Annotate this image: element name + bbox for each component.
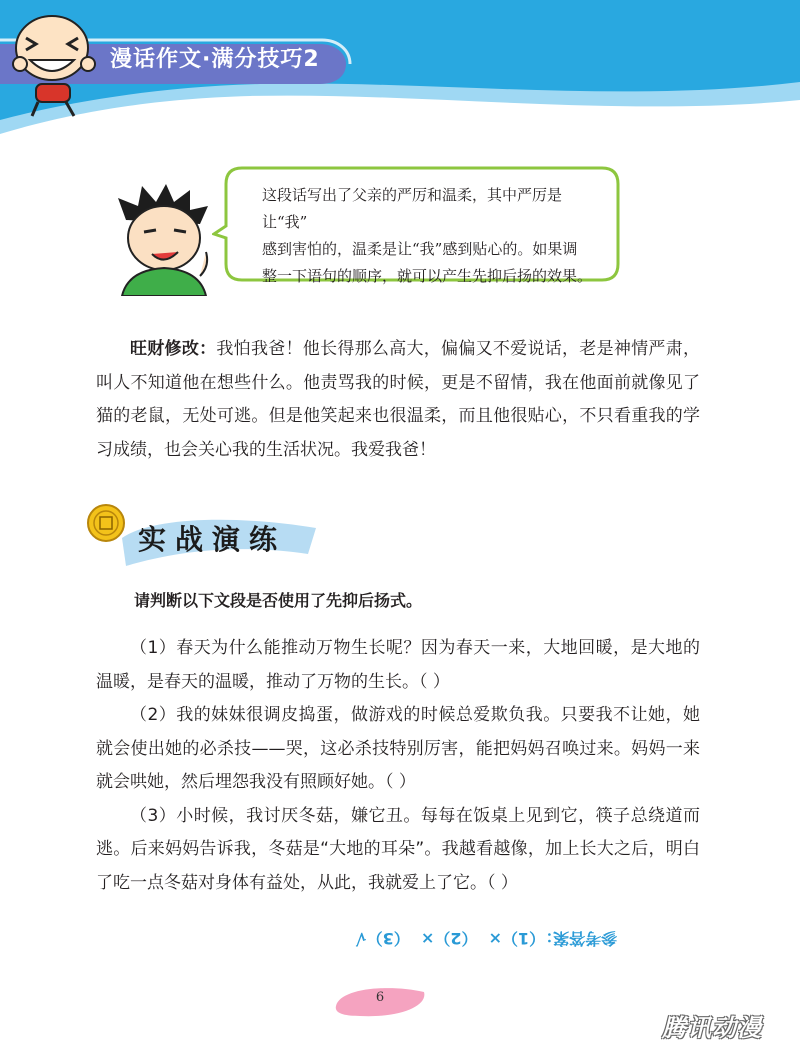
speech-text	[262, 182, 602, 290]
answer-key: 参考答案：（1）× （2）× （3）√	[356, 929, 618, 948]
boy-character-icon	[108, 180, 226, 296]
paragraph-label: 旺财修改：	[130, 339, 217, 359]
page-number: 6	[375, 990, 385, 1005]
instruction: 请判断以下文段是否使用了先抑后扬式。	[134, 591, 423, 610]
exercise-item: （3）小时候，我讨厌冬菇，嫌它丑。每每在饭桌上见到它，筷子总绕道而逃。后来妈妈告诉我，冬菇是“大地的耳朵”。我越看越像，加上长大之后，明白了吃一点冬菇对身体有益处，从此，我就爱上了它。（ ）	[96, 805, 700, 893]
speech-line: 整一下语句的顺序，就可以产生先抑后扬的效果。	[262, 267, 593, 285]
book-title: 漫话作文·满分技巧2	[110, 47, 320, 72]
revised-paragraph	[96, 333, 700, 467]
watermark: 腾讯动漫	[662, 1014, 762, 1042]
exercise-item: （2）我的妹妹很调皮捣蛋，做游戏的时候总爱欺负我。只要我不让她，她就会使出她的必杀技——哭，这必杀技特别厉害，能把妈妈召唤过来。妈妈一来就会哄她，然后埋怨我没有照顾好她。（ ）	[96, 705, 700, 792]
speech-line: 这段话写出了父亲的严厉和温柔，其中严厉是让“我”	[262, 186, 563, 231]
mascot-icon	[8, 8, 100, 120]
section-title: 实战演练	[138, 523, 287, 556]
paragraph-text: 我怕我爸！他长得那么高大，偏偏又不爱说话，老是神情严肃，叫人不知道他在想些什么。他责骂我的时候，更是不留情，我在他面前就像见了猫的老鼠，无处可逃。但是他笑起来也很温柔，而且他很贴心，不只看重我的学习成绩，也会关心我的生活状况。我爱我爸！	[96, 339, 700, 460]
exercise-list	[96, 632, 700, 900]
speech-line: 感到害怕的，温柔是让“我”感到贴心的。如果调	[262, 240, 578, 258]
exercise-item: （1）春天为什么能推动万物生长呢？因为春天一来，大地回暖，是大地的温暖，是春天的温暖，推动了万物的生长。（ ）	[96, 638, 700, 692]
